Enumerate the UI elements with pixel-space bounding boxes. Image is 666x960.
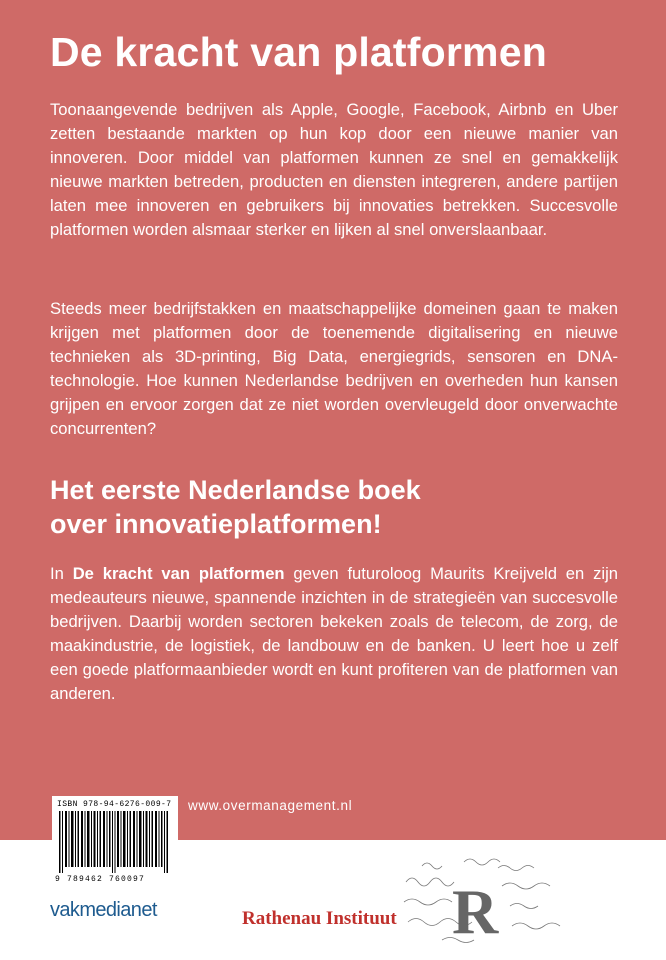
description-body: geven futuroloog Maurits Kreijveld en zijn medeauteurs nieuwe, spannende inzichten in de strategieën van succesvolle bedrijven. Daarbij worden sectoren bekeken zoals de telecom, de zorg, de maakindustrie, de logistiek, de landbouw en de banken. U leert hoe u zelf een goede platformaanbieder wordt en kunt profiteren van de platformen van anderen. [50,564,619,703]
description-book-title: De kracht van platformen [72,564,285,583]
website-url: www.overmanagement.nl [188,798,353,813]
book-title: De kracht van platformen [50,29,547,75]
barcode-icon [59,811,171,873]
context-paragraph: Steeds meer bedrijfstakken en maatschappelijke domeinen gaan te maken krijgen met platformen door de toenemende digitalisering en nieuwe technieken als 3D-printing, Big Data, energiegrids, sensoren en DNA-technologie. Hoe kunnen Nederlandse bedrijven en overheden hun kansen grijpen en ervoor zorgen dat ze niet worden overvleugeld door onverwachte concurrenten? [50,299,618,438]
tagline [50,473,421,541]
isbn-barcode [52,796,178,888]
institute-name: Rathenau Instituut [242,908,397,929]
isbn-number: ISBN 978-94-6276-009-7 [57,800,172,809]
description-paragraph [50,562,618,706]
tagline-line-1: Het eerste Nederlandse boek [50,475,421,505]
publisher-logo: vakmedianet [50,899,157,921]
description-prefix: In [50,564,73,583]
svg-text:R: R [452,876,499,947]
tagline-line-2: over innovatieplatformen! [50,509,382,539]
barcode-number: 9 789462 760097 [55,875,146,884]
rathenau-logo-icon [402,848,572,948]
intro-paragraph: Toonaangevende bedrijven als Apple, Google, Facebook, Airbnb en Uber zetten bestaande markten op hun kop door een nieuwe manier van innoveren. Door middel van platformen kunnen ze snel en gemakkelijk nieuwe markten betreden, producten en diensten integreren, andere partijen laten mee innoveren en gebruikers bij innovaties betrekken. Succesvolle platformen worden alsmaar sterker en lijken al snel onverslaanbaar. [50,100,618,239]
